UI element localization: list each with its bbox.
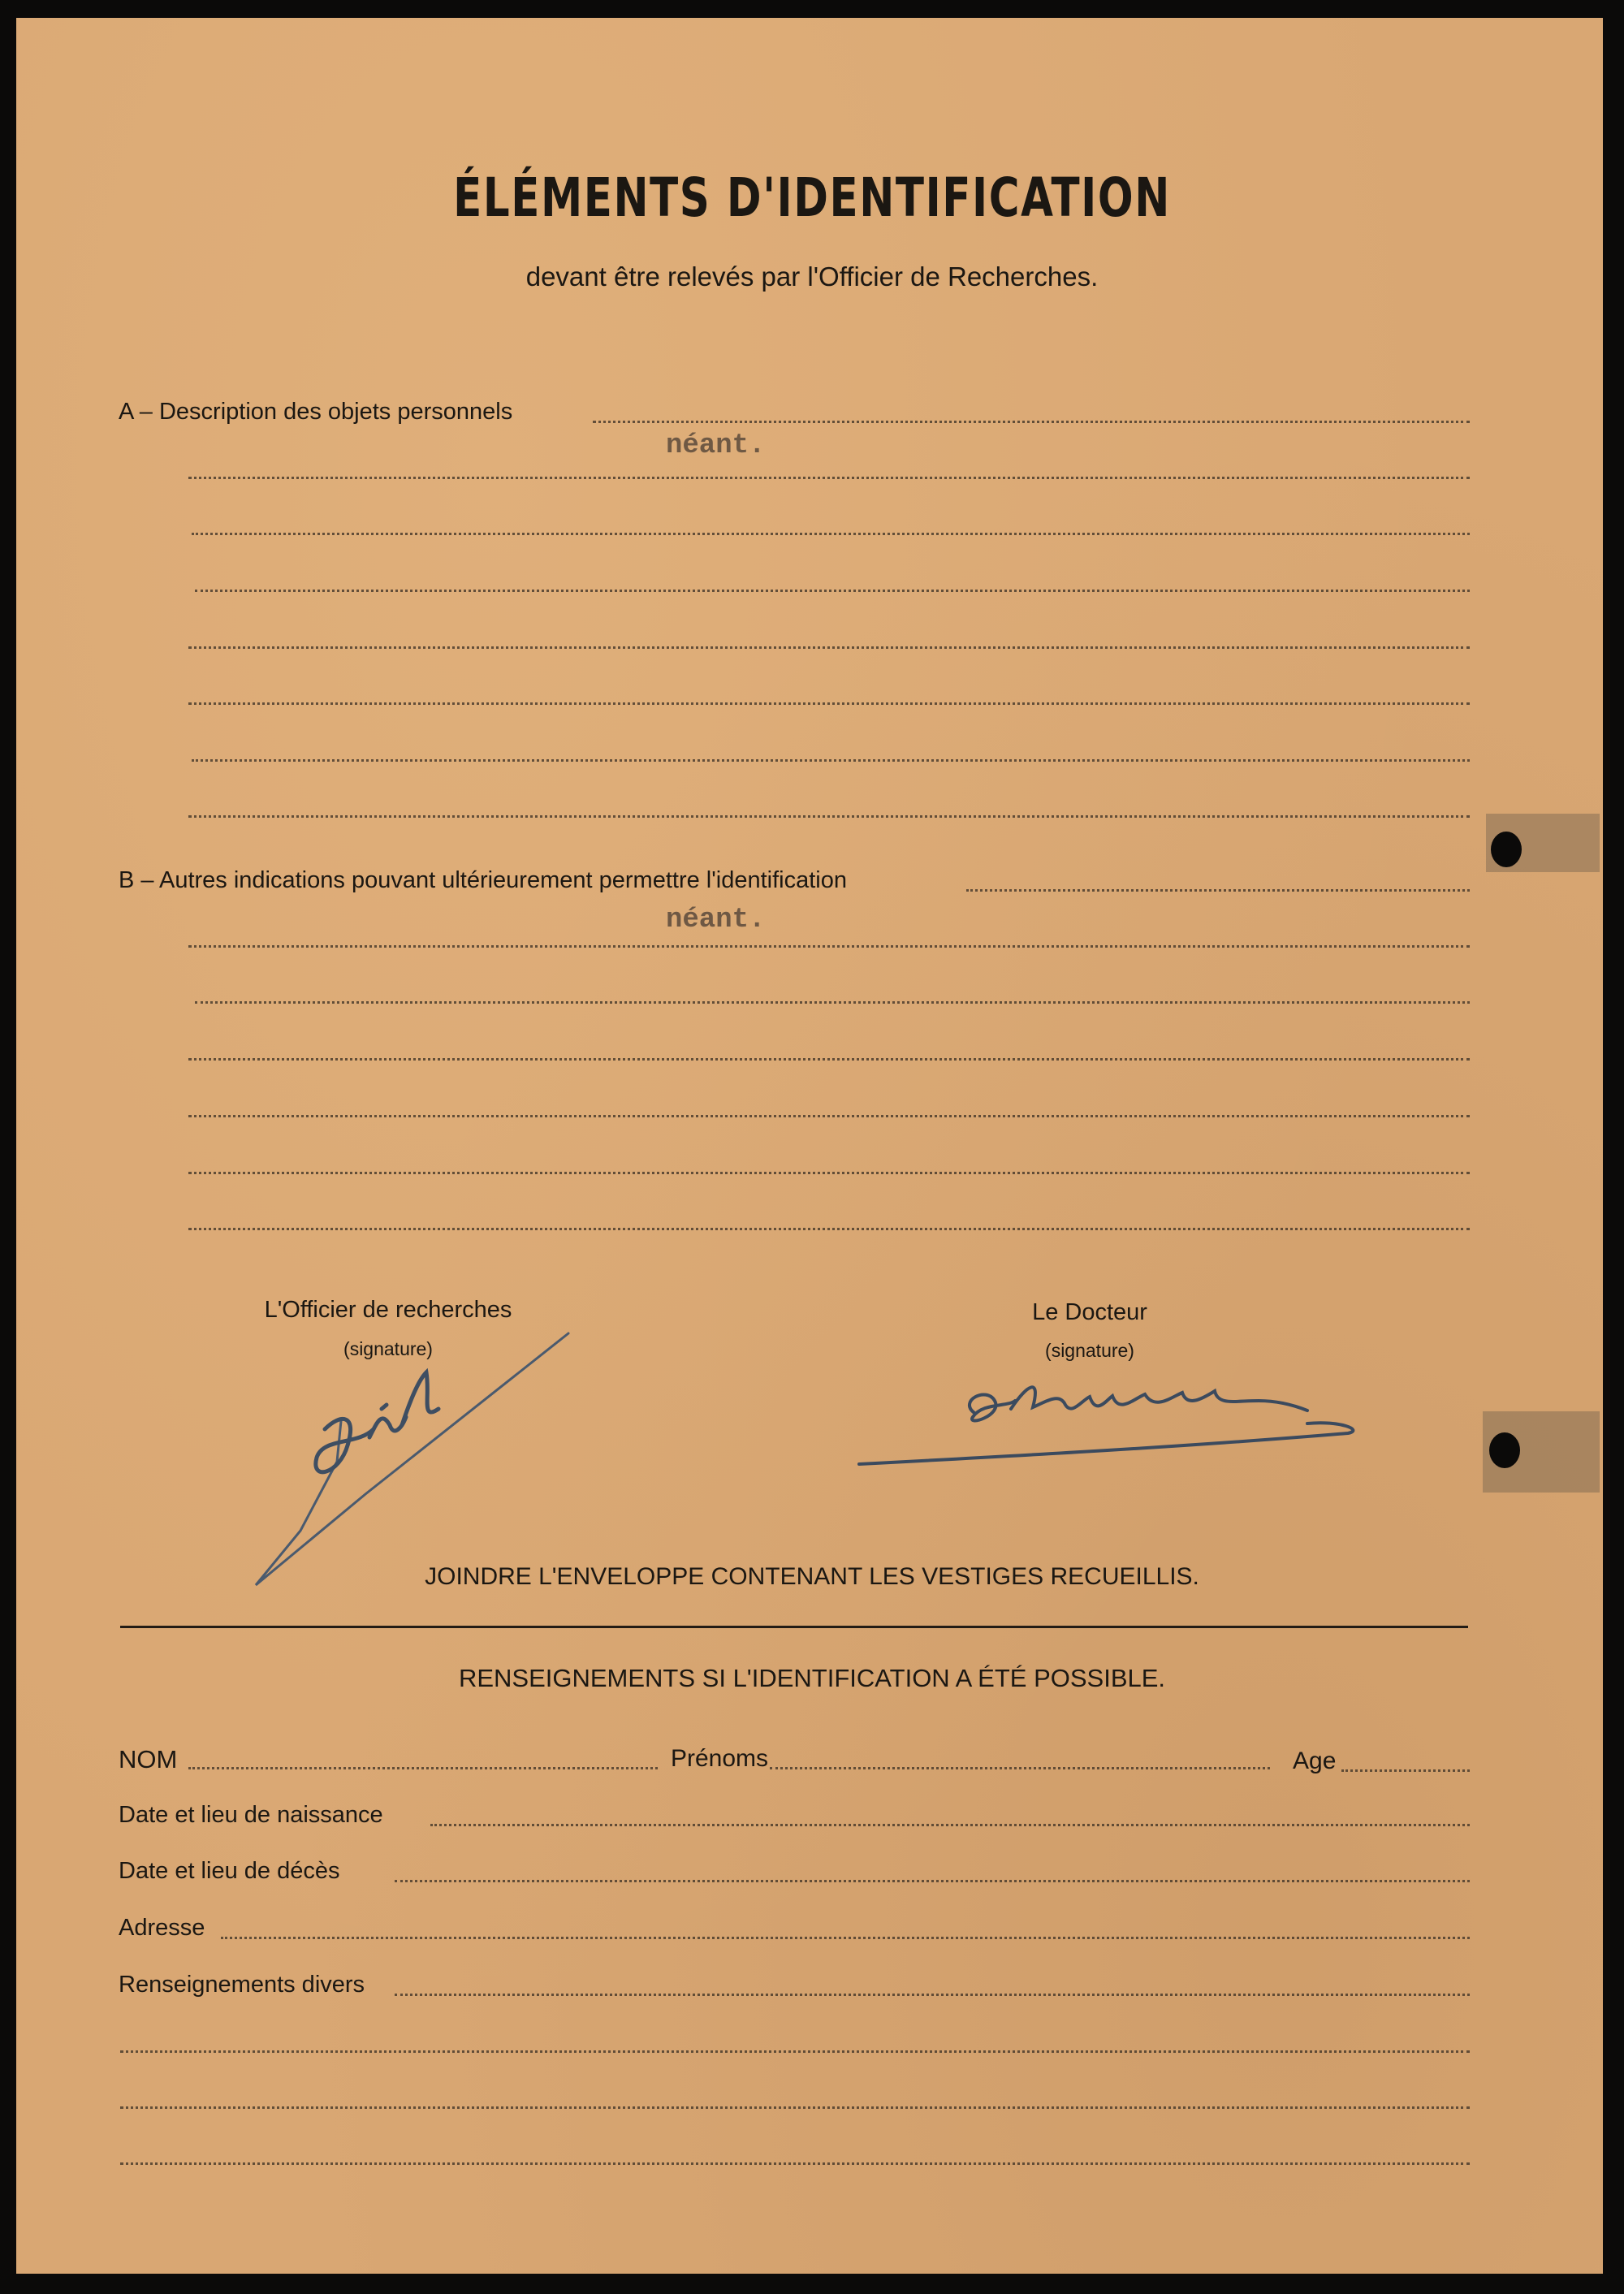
punch-hole-upper — [1491, 832, 1522, 867]
section-a-label: A – Description des objets personnels — [119, 399, 513, 425]
section-b-line-2[interactable] — [188, 945, 1470, 948]
adresse-field[interactable] — [221, 1937, 1470, 1939]
doctor-signature-caption: (signature) — [1045, 1340, 1134, 1361]
form-sheet — [16, 18, 1603, 2274]
age-field[interactable] — [1341, 1769, 1470, 1772]
nom-label: NOM — [119, 1745, 178, 1773]
doctor-signature-title: Le Docteur — [1032, 1299, 1147, 1325]
prenoms-field[interactable] — [770, 1767, 1270, 1769]
section-b-line-7[interactable] — [188, 1228, 1470, 1230]
section-a-line-3[interactable] — [192, 533, 1470, 535]
doctor-signature-mark — [853, 1368, 1364, 1478]
section-b-line-4[interactable] — [188, 1058, 1470, 1061]
divers-field-1[interactable] — [395, 1994, 1470, 1996]
section-b-line-1[interactable] — [966, 889, 1470, 892]
identification-heading: RENSEIGNEMENTS SI L'IDENTIFICATION A ÉTÉ POSSIBLE. — [458, 1664, 1166, 1692]
age-label: Age — [1293, 1748, 1337, 1774]
divers-label: Renseignements divers — [119, 1972, 365, 1998]
nom-field[interactable] — [188, 1767, 658, 1769]
deces-label: Date et lieu de décès — [119, 1858, 340, 1884]
section-b-line-5[interactable] — [188, 1115, 1470, 1117]
officer-signature-mark — [235, 1324, 593, 1592]
officer-signature-title: L'Officier de recherches — [264, 1297, 512, 1323]
naissance-label: Date et lieu de naissance — [119, 1802, 383, 1828]
form-title: ÉLÉMENTS D'IDENTIFICATION — [453, 166, 1171, 229]
section-divider — [120, 1626, 1468, 1628]
deces-field[interactable] — [395, 1880, 1470, 1882]
section-a-line-6[interactable] — [188, 702, 1470, 705]
prenoms-label: Prénoms — [671, 1745, 769, 1772]
form-subtitle: devant être relevés par l'Officier de Recherches. — [525, 261, 1099, 292]
envelope-instruction: JOINDRE L'ENVELOPPE CONTENANT LES VESTIGES RECUEILLIS. — [425, 1563, 1199, 1590]
section-b-line-3[interactable] — [195, 1001, 1470, 1004]
divers-field-3[interactable] — [120, 2106, 1470, 2109]
section-a-typed-value: néant. — [666, 430, 766, 461]
section-b-label: B – Autres indications pouvant ultérieurement permettre l'identification — [119, 867, 847, 893]
section-a-line-5[interactable] — [188, 646, 1470, 649]
divers-field-2[interactable] — [120, 2050, 1470, 2053]
divers-field-4[interactable] — [120, 2162, 1470, 2165]
section-a-line-2[interactable] — [188, 477, 1470, 479]
section-b-line-6[interactable] — [188, 1172, 1470, 1174]
naissance-field[interactable] — [430, 1824, 1470, 1826]
adresse-label: Adresse — [119, 1915, 205, 1941]
section-a-line-1[interactable] — [593, 421, 1470, 423]
punch-hole-lower — [1489, 1432, 1520, 1468]
section-a-line-4[interactable] — [195, 590, 1470, 592]
section-a-line-7[interactable] — [192, 759, 1470, 762]
officer-signature-caption: (signature) — [343, 1338, 433, 1359]
section-a-line-8[interactable] — [188, 815, 1470, 818]
section-b-typed-value: néant. — [666, 905, 766, 935]
